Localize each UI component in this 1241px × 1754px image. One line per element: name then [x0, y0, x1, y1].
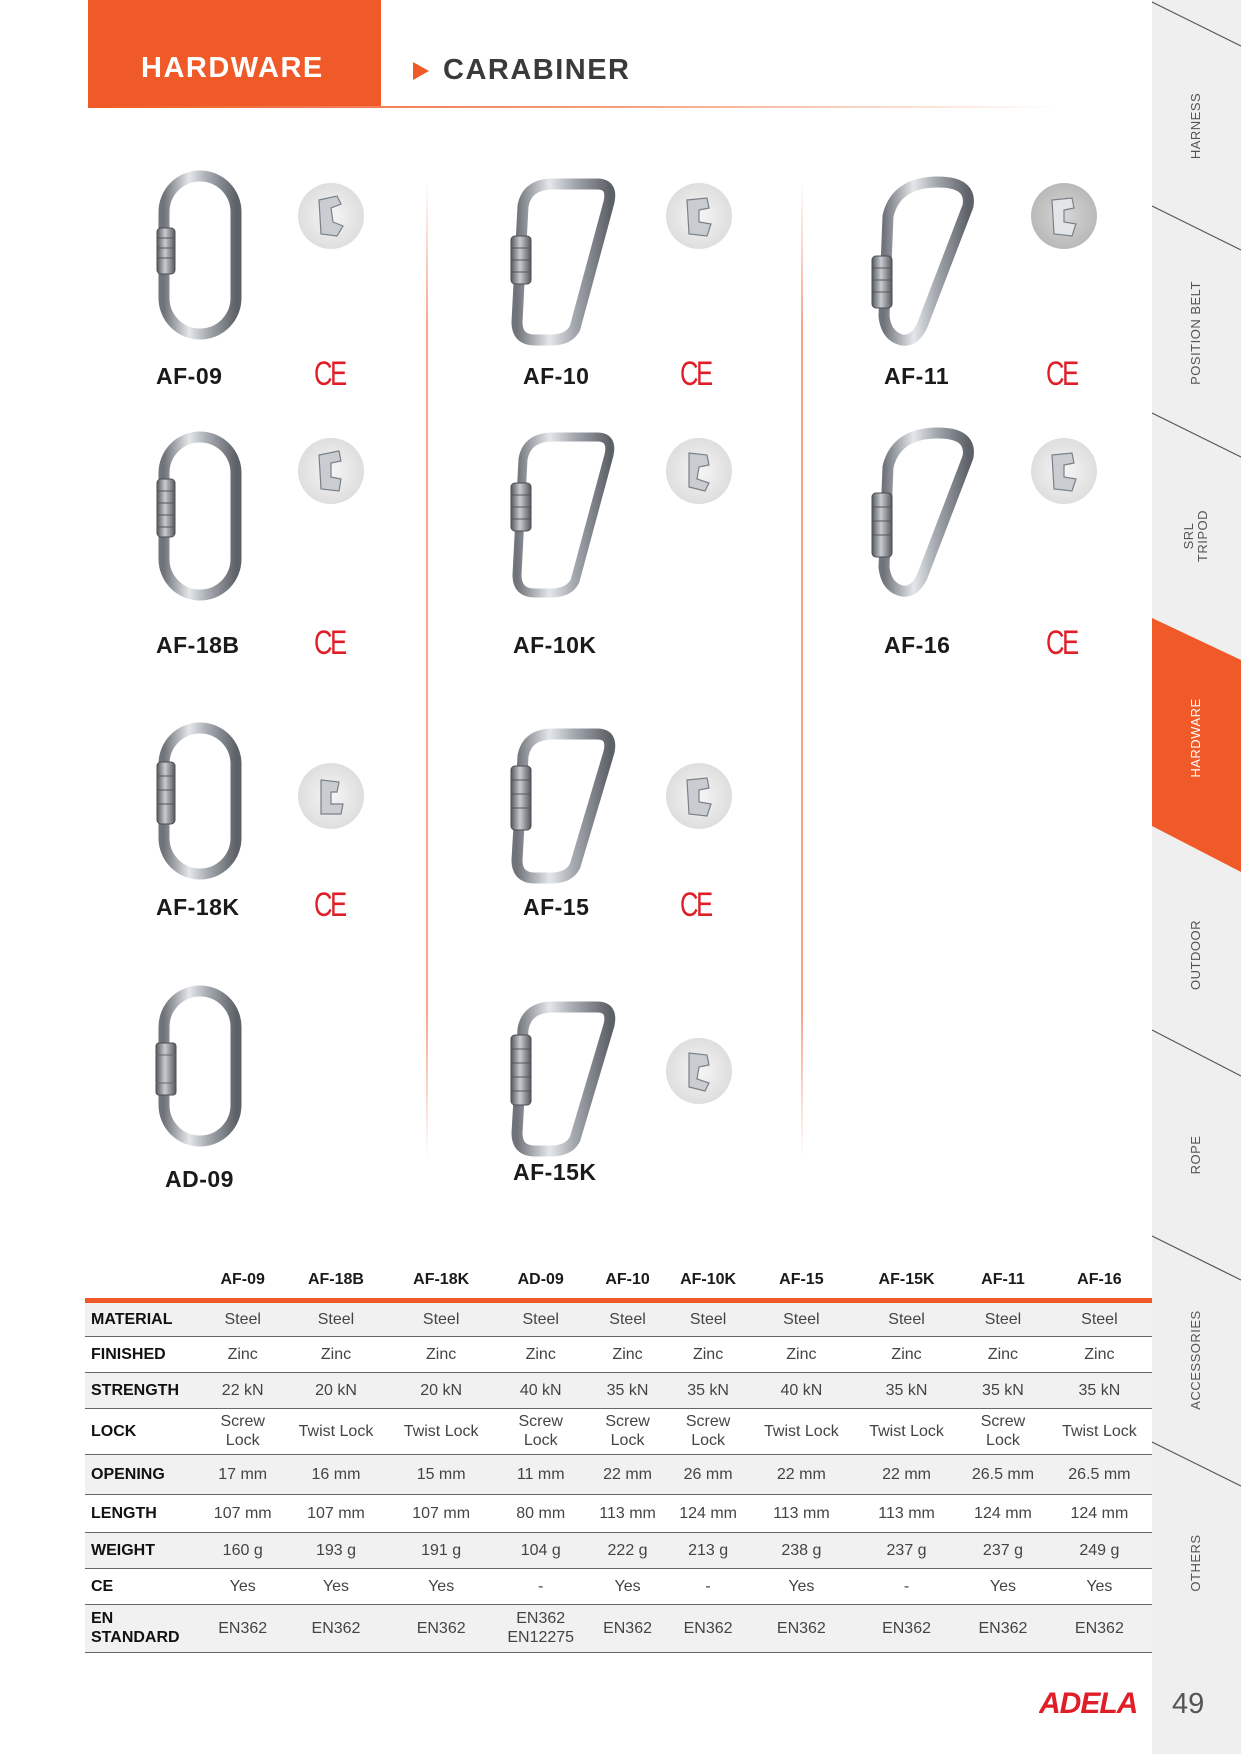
- row-label: [85, 1454, 202, 1494]
- cell-text: Twist Lock: [403, 1422, 479, 1440]
- product-code: AF-11: [884, 363, 950, 389]
- cell-text: Steel: [984, 1310, 1022, 1328]
- table-cell: [494, 1532, 588, 1568]
- cell-text: Zinc: [320, 1345, 352, 1363]
- cell-text: 124 mm: [974, 1504, 1032, 1522]
- ce-mark: CE: [680, 355, 711, 393]
- pear-carabiner-image: [860, 176, 980, 348]
- gate-closeup-image: [665, 182, 733, 250]
- ce-mark: CE: [680, 886, 711, 924]
- table-cell: [494, 1604, 588, 1652]
- table-cell: [202, 1454, 283, 1494]
- gate-closeup-image: [1030, 182, 1098, 250]
- table-cell: [667, 1408, 748, 1454]
- cell-text: Yes: [614, 1577, 641, 1595]
- cell-text: Zinc: [692, 1345, 724, 1363]
- cell-text: 222 g: [607, 1541, 648, 1559]
- row-label: [85, 1300, 202, 1336]
- cell-text: EN362: [516, 1610, 566, 1627]
- section-header-box: [88, 0, 381, 107]
- cell-text: Steel: [422, 1310, 460, 1328]
- table-cell: [854, 1454, 959, 1494]
- cell-text: 213 g: [688, 1541, 729, 1559]
- table-cell: [667, 1372, 748, 1408]
- cell-text: 17 mm: [218, 1465, 268, 1483]
- table-cell: [389, 1604, 494, 1652]
- table-cell: [588, 1604, 668, 1652]
- cell-text: Yes: [229, 1577, 256, 1595]
- cell-text: Screw: [980, 1413, 1026, 1430]
- column-header: AF-10: [605, 1270, 650, 1288]
- table-cell: [588, 1408, 668, 1454]
- cell-text: Screw: [605, 1413, 650, 1430]
- cell-text: Steel: [609, 1310, 646, 1328]
- cell-text: 22 mm: [882, 1465, 931, 1483]
- table-cell: [749, 1532, 854, 1568]
- table-row: [85, 1494, 1152, 1532]
- table-cell: [588, 1454, 668, 1494]
- cell-text: EN362: [683, 1619, 733, 1637]
- table-cell: [202, 1336, 283, 1372]
- table-cell: [494, 1372, 588, 1408]
- table-cell: [588, 1336, 668, 1372]
- table-cell: [588, 1300, 668, 1336]
- cell-text: Twist Lock: [1062, 1422, 1137, 1440]
- table-row: [85, 1408, 1152, 1454]
- cell-text: Yes: [428, 1577, 455, 1595]
- cell-text: 35 kN: [687, 1381, 729, 1399]
- pear-carabiner-image: [860, 427, 980, 599]
- sidebar-item-hardware[interactable]: HARDWARE: [1188, 698, 1203, 778]
- cell-text: 15 mm: [416, 1465, 466, 1483]
- table-cell: [588, 1372, 668, 1408]
- table-cell: [959, 1604, 1047, 1652]
- cell-text: EN362: [416, 1619, 466, 1637]
- table-cell: [494, 1300, 588, 1336]
- table-row: [85, 1300, 1152, 1336]
- table-cell: [667, 1532, 748, 1568]
- gate-closeup-image: [297, 182, 365, 250]
- section-title: HARDWARE: [141, 52, 324, 84]
- cell-text: 124 mm: [679, 1504, 737, 1522]
- sidebar-item-accessories[interactable]: ACCESSORIES: [1188, 1310, 1203, 1410]
- product-code: AF-18K: [156, 894, 240, 920]
- cell-text: Yes: [322, 1577, 350, 1595]
- cell-text: Steel: [783, 1310, 820, 1328]
- sidebar-item-outdoor[interactable]: OUTDOOR: [1188, 920, 1203, 990]
- column-header: AF-16: [1077, 1270, 1122, 1288]
- sidebar-item-rope[interactable]: ROPE: [1188, 1135, 1203, 1175]
- table-cell: [389, 1372, 494, 1408]
- row-label: [85, 1532, 202, 1568]
- product-af-18b: [140, 425, 470, 675]
- cell-text: 22 mm: [776, 1465, 826, 1483]
- cell-text: 26.5 mm: [971, 1465, 1035, 1483]
- row-label-text: LENGTH: [91, 1504, 157, 1522]
- cell-text: 107 mm: [307, 1504, 365, 1522]
- ce-mark: CE: [1046, 624, 1077, 662]
- gate-closeup-image: [665, 437, 733, 505]
- cell-text: Steel: [689, 1310, 727, 1328]
- table-cell: [283, 1604, 388, 1652]
- spec-table: [85, 1262, 1152, 1653]
- cell-text: 20 kN: [315, 1381, 357, 1399]
- quick-link-image: [155, 985, 245, 1147]
- cell-text: 35 kN: [885, 1381, 928, 1399]
- cell-text: EN362: [603, 1619, 652, 1637]
- table-cell: [588, 1568, 668, 1604]
- tab-separator: [1152, 1442, 1241, 1486]
- adela-logo: [1039, 1687, 1139, 1717]
- table-cell: [749, 1568, 854, 1604]
- table-corner: [85, 1262, 202, 1300]
- product-af-16: [855, 425, 1185, 675]
- row-label: [85, 1604, 202, 1652]
- ce-mark: CE: [314, 886, 345, 924]
- cell-text: 113 mm: [878, 1504, 935, 1522]
- table-cell: [283, 1454, 388, 1494]
- table-cell: [667, 1568, 748, 1604]
- table-cell: [283, 1532, 388, 1568]
- column-header: AF-18K: [413, 1270, 470, 1288]
- column-header: AF-10K: [680, 1270, 737, 1288]
- row-label: [85, 1568, 202, 1604]
- product-af-10k: [500, 425, 830, 675]
- table-cell: [959, 1336, 1047, 1372]
- table-cell: [588, 1532, 668, 1568]
- cell-text: -: [903, 1577, 910, 1595]
- row-label-text: LOCK: [91, 1422, 137, 1440]
- product-code: AF-09: [156, 363, 223, 389]
- cell-text: EN12275: [507, 1629, 575, 1646]
- cell-text: Lock: [610, 1432, 645, 1449]
- cell-text: Lock: [691, 1432, 725, 1449]
- sidebar-item-position-belt[interactable]: POSITION BELT: [1188, 281, 1203, 385]
- product-af-15: [500, 690, 830, 940]
- row-label-text: EN: [91, 1610, 114, 1627]
- table-cell: [202, 1568, 283, 1604]
- d-carabiner-image: [505, 726, 620, 884]
- cell-text: EN362: [1074, 1619, 1124, 1637]
- table-cell: [854, 1336, 959, 1372]
- table-cell: [854, 1300, 959, 1336]
- product-af-15k: [500, 975, 830, 1225]
- cell-text: Steel: [888, 1310, 925, 1328]
- table-header-row: [85, 1262, 1152, 1300]
- product-code: AF-16: [884, 632, 951, 658]
- d-carabiner-image: [505, 176, 620, 346]
- column-header: AF-15: [779, 1270, 824, 1288]
- header-rule: [88, 106, 1058, 108]
- cell-text: 238 g: [781, 1541, 822, 1559]
- svg-text:ADELA: ADELA: [1039, 1687, 1138, 1717]
- product-code: AF-10K: [513, 632, 597, 658]
- table-cell: [854, 1372, 959, 1408]
- table-cell: [667, 1454, 748, 1494]
- cell-text: Lock: [523, 1432, 558, 1449]
- gate-closeup-image: [1030, 437, 1098, 505]
- table-cell: [1047, 1568, 1152, 1604]
- play-arrow-icon: [413, 62, 429, 80]
- table-cell: [667, 1300, 748, 1336]
- cell-text: 20 kN: [420, 1381, 463, 1399]
- cell-text: Yes: [1086, 1577, 1113, 1595]
- table-cell: [959, 1408, 1047, 1454]
- table-cell: [749, 1494, 854, 1532]
- row-label: [85, 1336, 202, 1372]
- product-af-09: [140, 160, 470, 410]
- table-cell: [1047, 1408, 1152, 1454]
- sidebar-item-others[interactable]: OTHERS: [1188, 1534, 1203, 1592]
- cell-text: 104 g: [520, 1541, 561, 1559]
- table-row: [85, 1604, 1152, 1652]
- cell-text: 237 g: [982, 1541, 1023, 1559]
- cell-text: -: [538, 1577, 544, 1595]
- cell-text: EN362: [218, 1619, 268, 1637]
- column-header: AF-11: [981, 1270, 1025, 1288]
- table-cell: [588, 1494, 668, 1532]
- gate-closeup-image: [297, 437, 365, 505]
- cell-text: EN362: [776, 1619, 826, 1637]
- cell-text: 26 mm: [683, 1465, 733, 1483]
- cell-text: 26.5 mm: [1068, 1465, 1131, 1483]
- table-cell: [494, 1494, 588, 1532]
- cell-text: 80 mm: [516, 1504, 566, 1522]
- table-row: [85, 1532, 1152, 1568]
- table-cell: [959, 1568, 1047, 1604]
- cell-text: 11 mm: [516, 1465, 565, 1483]
- cell-text: Yes: [788, 1577, 815, 1595]
- cell-text: 107 mm: [213, 1504, 272, 1522]
- table-cell: [283, 1494, 388, 1532]
- table-cell: [1047, 1532, 1152, 1568]
- tab-separator: [1152, 1030, 1241, 1076]
- table-cell: [494, 1454, 588, 1494]
- table-cell: [749, 1604, 854, 1652]
- product-code: AD-09: [165, 1166, 234, 1192]
- table-cell: [389, 1532, 494, 1568]
- table-cell: [1047, 1454, 1152, 1494]
- row-label-text: CE: [91, 1577, 114, 1595]
- table-cell: [283, 1372, 388, 1408]
- table-cell: [389, 1568, 494, 1604]
- d-carabiner-image: [505, 999, 620, 1157]
- cell-text: Steel: [317, 1310, 355, 1328]
- cell-text: Zinc: [1084, 1345, 1115, 1363]
- oval-carabiner-image: [155, 722, 245, 880]
- table-cell: [202, 1494, 283, 1532]
- cell-text: EN362: [978, 1619, 1028, 1637]
- sidebar-item-label: TRIPOD: [1195, 509, 1210, 563]
- row-label-text: OPENING: [91, 1465, 165, 1483]
- cell-text: Screw: [685, 1413, 731, 1430]
- tab-separator: [1152, 1236, 1241, 1280]
- ce-mark: CE: [1046, 355, 1077, 393]
- gate-closeup-image: [665, 1037, 733, 1105]
- d-carabiner-image: [505, 429, 620, 599]
- table-cell: [854, 1604, 959, 1652]
- table-cell: [1047, 1336, 1152, 1372]
- sidebar-item-harness[interactable]: HARNESS: [1188, 92, 1203, 160]
- product-code: AF-10: [523, 363, 590, 389]
- cell-text: Twist Lock: [298, 1422, 374, 1440]
- table-cell: [854, 1568, 959, 1604]
- table-cell: [959, 1532, 1047, 1568]
- cell-text: 191 g: [421, 1541, 462, 1559]
- cell-text: 107 mm: [412, 1504, 471, 1522]
- table-cell: [202, 1372, 283, 1408]
- table-cell: [389, 1454, 494, 1494]
- table-cell: [749, 1300, 854, 1336]
- table-cell: [283, 1408, 388, 1454]
- cell-text: Screw: [220, 1413, 265, 1430]
- cell-text: Steel: [1081, 1310, 1118, 1328]
- cell-text: EN362: [882, 1619, 931, 1637]
- ce-mark: CE: [314, 355, 345, 393]
- cell-text: 35 kN: [982, 1381, 1024, 1399]
- table-cell: [389, 1336, 494, 1372]
- cell-text: Steel: [224, 1310, 261, 1328]
- table-cell: [667, 1336, 748, 1372]
- oval-carabiner-image: [155, 170, 245, 340]
- table-cell: [389, 1494, 494, 1532]
- table-cell: [749, 1372, 854, 1408]
- cell-text: 22 mm: [603, 1465, 652, 1483]
- row-label: [85, 1372, 202, 1408]
- cell-text: 16 mm: [311, 1465, 361, 1483]
- page-title: CARABINER: [443, 54, 631, 86]
- table-cell: [1047, 1604, 1152, 1652]
- tab-separator: [1152, 2, 1241, 46]
- cell-text: Zinc: [227, 1345, 258, 1363]
- table-cell: [667, 1604, 748, 1652]
- sidebar-item-label: SRL: [1181, 522, 1196, 550]
- column-header: AF-15K: [878, 1270, 935, 1288]
- table-cell: [389, 1408, 494, 1454]
- table-cell: [959, 1454, 1047, 1494]
- table-cell: [494, 1408, 588, 1454]
- table-cell: [854, 1532, 959, 1568]
- table-cell: [667, 1494, 748, 1532]
- table-row: [85, 1568, 1152, 1604]
- cell-text: Screw: [518, 1413, 563, 1430]
- table-row: [85, 1336, 1152, 1372]
- cell-text: Yes: [989, 1577, 1016, 1595]
- product-af-18k: [140, 690, 470, 940]
- table-cell: [854, 1408, 959, 1454]
- column-header: AF-18B: [307, 1270, 364, 1288]
- cell-text: 22 kN: [221, 1381, 264, 1399]
- product-code: AF-15: [523, 894, 590, 920]
- cell-text: 249 g: [1079, 1541, 1120, 1559]
- sidebar-item-srl-tripod[interactable]: [1182, 510, 1210, 562]
- cell-text: Lock: [225, 1432, 260, 1449]
- cell-text: EN362: [311, 1619, 361, 1637]
- table-cell: [1047, 1494, 1152, 1532]
- cell-text: Zinc: [786, 1345, 817, 1363]
- product-af-11: [855, 160, 1185, 410]
- table-cell: [959, 1300, 1047, 1336]
- cell-text: Zinc: [891, 1345, 922, 1363]
- page-number: 49: [1172, 1688, 1205, 1720]
- cell-text: Zinc: [426, 1345, 457, 1363]
- column-header: AD-09: [517, 1270, 564, 1288]
- table-cell: [959, 1372, 1047, 1408]
- gate-closeup-image: [665, 762, 733, 830]
- table-cell: [749, 1336, 854, 1372]
- ce-mark: CE: [314, 624, 345, 662]
- cell-text: 40 kN: [780, 1381, 823, 1399]
- cell-text: 35 kN: [606, 1381, 649, 1399]
- cell-text: Twist Lock: [869, 1422, 944, 1440]
- table-cell: [202, 1300, 283, 1336]
- table-cell: [202, 1604, 283, 1652]
- column-header: AF-09: [220, 1270, 265, 1288]
- gate-closeup-image: [297, 762, 365, 830]
- table-cell: [202, 1532, 283, 1568]
- cell-text: -: [705, 1577, 711, 1595]
- table-cell: [494, 1336, 588, 1372]
- table-cell: [494, 1568, 588, 1604]
- row-label-text: STANDARD: [91, 1629, 180, 1646]
- cell-text: 40 kN: [519, 1381, 562, 1399]
- row-label-text: STRENGTH: [91, 1381, 179, 1399]
- row-label-text: MATERIAL: [91, 1310, 173, 1328]
- cell-text: 113 mm: [599, 1504, 656, 1522]
- cell-text: 237 g: [886, 1541, 927, 1559]
- row-label-text: WEIGHT: [91, 1541, 155, 1559]
- table-cell: [749, 1454, 854, 1494]
- cell-text: Steel: [522, 1310, 559, 1328]
- table-cell: [283, 1568, 388, 1604]
- row-label: [85, 1408, 202, 1454]
- cell-text: 113 mm: [773, 1504, 830, 1522]
- cell-text: Twist Lock: [764, 1422, 839, 1440]
- row-label: [85, 1494, 202, 1532]
- row-label-text: FINISHED: [91, 1345, 166, 1363]
- product-ad-09: [140, 975, 470, 1225]
- cell-text: 35 kN: [1078, 1381, 1121, 1399]
- cell-text: Zinc: [525, 1345, 556, 1363]
- table-cell: [1047, 1300, 1152, 1336]
- cell-text: 193 g: [315, 1541, 356, 1559]
- product-code: AF-18B: [156, 632, 240, 658]
- table-cell: [283, 1300, 388, 1336]
- cell-text: Zinc: [987, 1345, 1019, 1363]
- product-af-10: [500, 160, 830, 410]
- table-cell: [202, 1408, 283, 1454]
- table-cell: [959, 1494, 1047, 1532]
- oval-carabiner-image: [155, 431, 245, 601]
- product-code: AF-15K: [513, 1159, 597, 1185]
- cell-text: 124 mm: [1070, 1504, 1129, 1522]
- table-cell: [389, 1300, 494, 1336]
- cell-text: Zinc: [612, 1345, 643, 1363]
- table-cell: [749, 1408, 854, 1454]
- table-cell: [283, 1336, 388, 1372]
- table-row: [85, 1372, 1152, 1408]
- cell-text: Lock: [986, 1432, 1020, 1449]
- table-cell: [854, 1494, 959, 1532]
- cell-text: 160 g: [222, 1541, 263, 1559]
- table-cell: [1047, 1372, 1152, 1408]
- table-row: [85, 1454, 1152, 1494]
